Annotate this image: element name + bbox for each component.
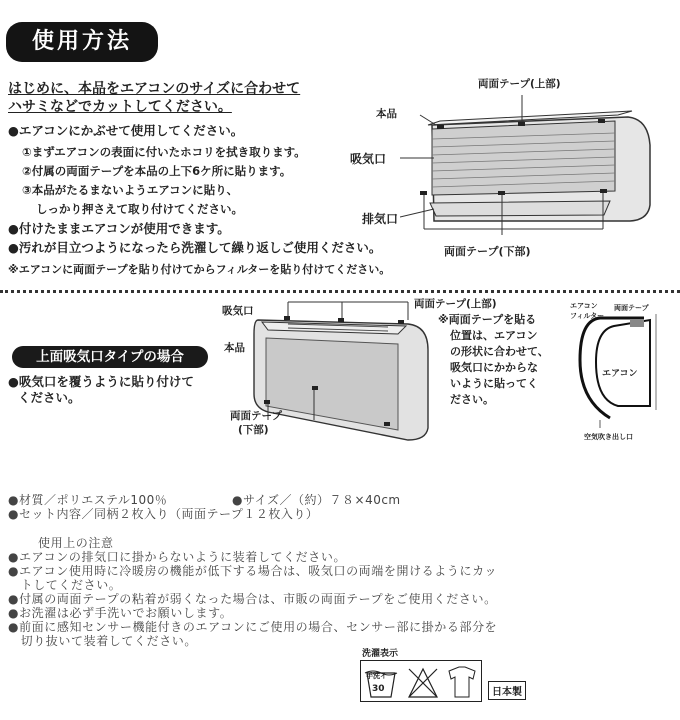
- tape-note-3: の形状に合わせて、: [450, 345, 549, 358]
- label3-tape: 両面テープ: [614, 304, 649, 312]
- top-intake-aircon-diagram: [248, 300, 438, 445]
- dotted-divider: [0, 290, 680, 293]
- precaution-5-cont: 切り抜いて装着してください。: [8, 634, 198, 648]
- tape-note-4: 吸気口にかからな: [450, 361, 538, 374]
- label-tape-bottom: 両面テープ(下部): [444, 245, 531, 258]
- precaution-2: ●エアコン使用時に冷暖房の機能が低下する場合は、吸気口の両端を開けるようにカッ: [8, 564, 498, 578]
- label3-aircon: エアコン: [602, 369, 638, 379]
- section1-heading: ●エアコンにかぶせて使用してください。: [8, 123, 244, 138]
- spec-size: ●サイズ／（約）７８×40cm: [232, 493, 401, 507]
- lead-line-2: ハサミなどでカットしてください。: [8, 99, 232, 115]
- laundry-label: 洗濯表示: [362, 649, 399, 659]
- made-in-japan-badge: 日本製: [488, 681, 526, 700]
- label2-product: 本品: [224, 342, 245, 354]
- section2-bullet-1: ●吸気口を覆うように貼り付けて: [8, 374, 194, 389]
- note-filter: ※エアコンに両面テープを貼り付けてからフィルターを貼り付けてください。: [8, 263, 391, 276]
- label-tape-top: 両面テープ(上部): [478, 78, 561, 90]
- aircon-diagram: [400, 95, 660, 235]
- step-3-cont: しっかり押さえて取り付けてください。: [36, 202, 243, 216]
- tape-note-5: いように貼ってく: [450, 377, 538, 390]
- bullet-use: ●付けたままエアコンが使用できます。: [8, 221, 230, 236]
- label-product: 本品: [376, 108, 397, 120]
- section2-bullet-2: ください。: [18, 390, 81, 405]
- laundry-symbols-box: [360, 660, 482, 702]
- label2-tape-bottom-2: (下部): [238, 424, 269, 436]
- tape-note-1: ※両面テープを貼る: [438, 313, 537, 326]
- step-2: ②付属の両面テープを本品の上下6ケ所に貼ります。: [22, 164, 292, 178]
- precaution-2-cont: トしてください。: [8, 578, 122, 592]
- label3-filter-2: フィルター: [570, 312, 605, 320]
- label3-outlet: 空気吹き出し口: [584, 433, 633, 441]
- handwash-label: 手洗イ: [366, 672, 387, 680]
- label3-filter-1: エアコン: [570, 302, 598, 310]
- precaution-5: ●前面に感知センサー機能付きのエアコンにご使用の場合、センサー部に掛かる部分を: [8, 620, 498, 634]
- tape-note-6: ださい。: [450, 393, 494, 406]
- step-1: ①まずエアコンの表面に付いたホコリを拭き取ります。: [22, 145, 306, 159]
- label-exhaust: 排気口: [362, 212, 399, 226]
- top-intake-type-pill: 上面吸気口タイプの場合: [12, 346, 208, 368]
- precaution-3: ●付属の両面テープの粘着が弱くなった場合は、市販の両面テープをご使用ください。: [8, 592, 497, 606]
- tape-note-2: 位置は、エアコン: [450, 329, 538, 342]
- precautions-heading: 使用上の注意: [38, 536, 114, 550]
- lead-line-1: はじめに、本品をエアコンのサイズに合わせて: [8, 81, 301, 97]
- spec-material: ●材質／ポリエステル100％: [8, 493, 168, 507]
- label2-tape-top: 両面テープ(上部): [414, 298, 497, 310]
- spec-set: ●セット内容／同柄２枚入り（両面テープ１２枚入り）: [8, 507, 319, 521]
- label2-intake: 吸気口: [222, 305, 254, 317]
- page-title: 使用方法: [6, 22, 158, 62]
- precaution-4: ●お洗濯は必ず手洗いでお願いします。: [8, 606, 233, 620]
- step-3: ③本品がたるまないようエアコンに貼り、: [22, 183, 239, 197]
- precaution-1: ●エアコンの排気口に掛からないように装着してください。: [8, 550, 347, 564]
- label2-tape-bottom-1: 両面テープ: [230, 410, 282, 422]
- wash-temp: 30: [372, 684, 385, 694]
- label-intake: 吸気口: [350, 152, 387, 166]
- bullet-wash: ●汚れが目立つようになったら洗濯して繰り返しご使用ください。: [8, 240, 382, 255]
